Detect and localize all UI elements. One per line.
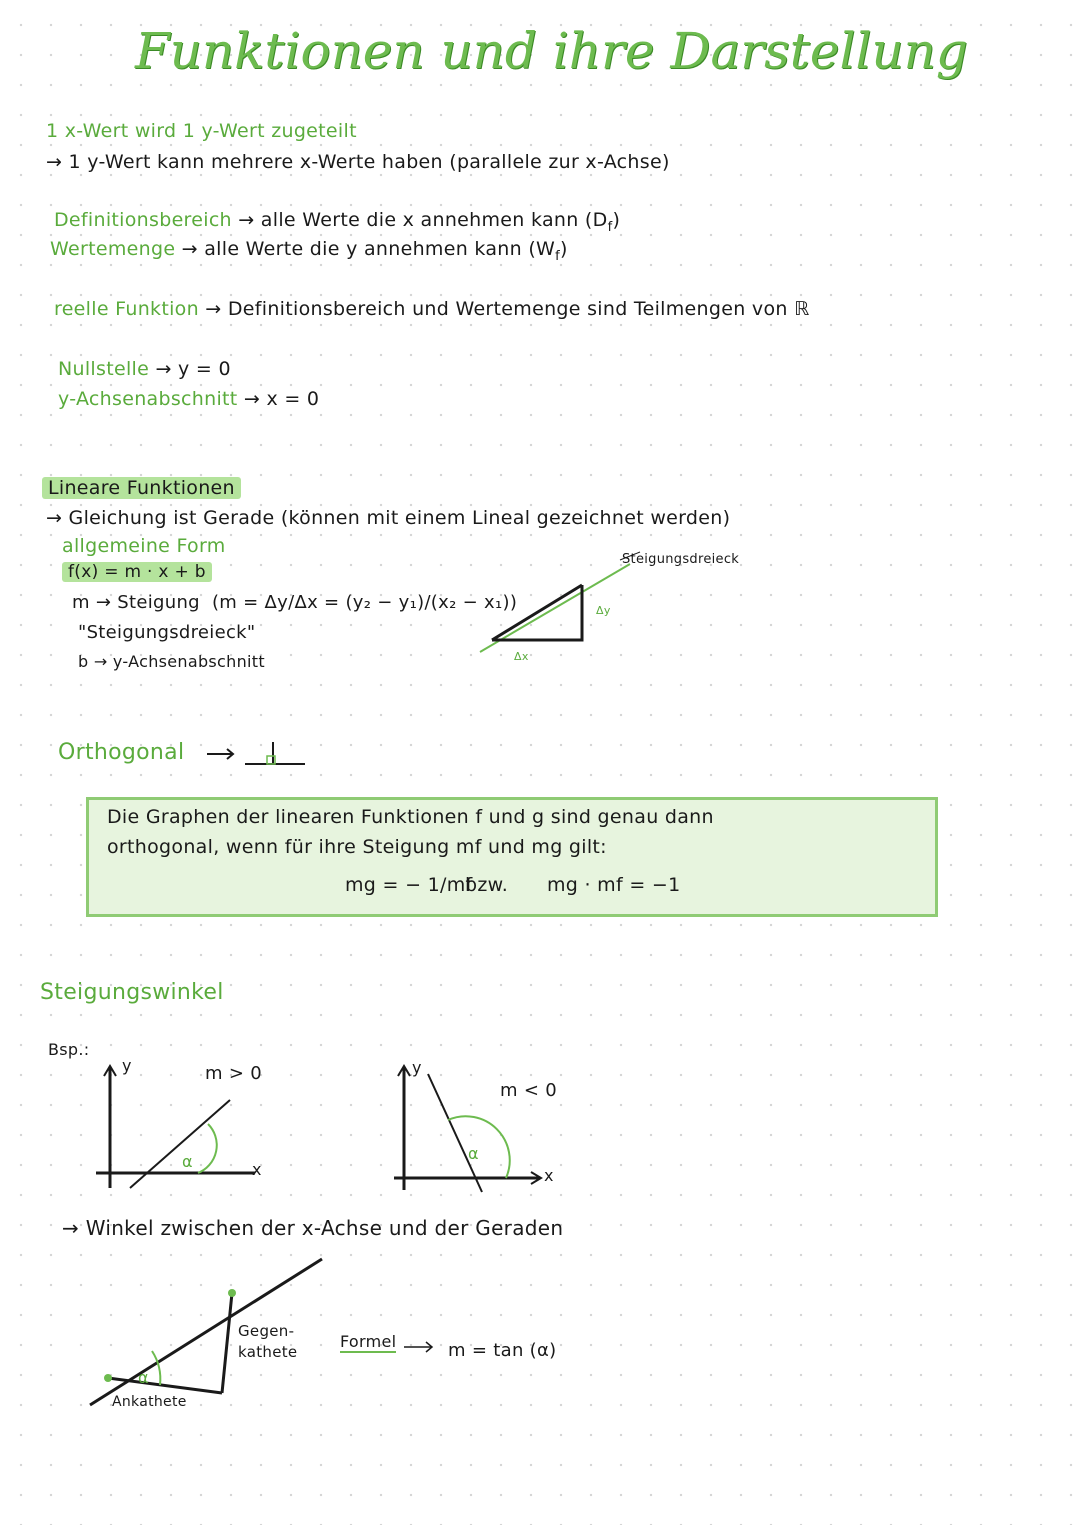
graph1-alpha: α xyxy=(182,1152,193,1171)
beispiel-label: Bsp.: xyxy=(48,1040,90,1059)
line-negative xyxy=(428,1074,482,1192)
gegenkathete-label-1: Gegen- xyxy=(238,1322,295,1340)
intro-line-1 xyxy=(46,120,357,142)
intro-line-1-text: 1 x-Wert wird 1 y-Wert zugeteilt xyxy=(46,120,357,142)
y-achsenabschnitt-line xyxy=(58,388,319,410)
b-achsenabschnitt-text: b → y-Achsenabschnitt xyxy=(78,652,265,671)
page-title: Funktionen und ihre Darstellung xyxy=(135,22,968,80)
line-positive xyxy=(130,1100,230,1188)
nullstelle-term: Nullstelle xyxy=(58,358,150,380)
lineare-funktionen-heading xyxy=(42,477,241,499)
wertemenge-term: Wertemenge xyxy=(50,238,176,260)
reelle-funktion-text: → Definitionsbereich und Wertemenge sind Teilmengen von ℝ xyxy=(205,298,810,320)
angle-arc-positive xyxy=(198,1124,217,1173)
wertemenge-sub: f xyxy=(555,248,561,264)
dy-label: Δy xyxy=(596,604,611,617)
steigungswinkel-heading: Steigungswinkel xyxy=(40,980,224,1005)
y-achsenabschnitt-text: → x = 0 xyxy=(243,388,320,410)
orthogonal-box-line-2: orthogonal, wenn für ihre Steigung mf und mg gilt: xyxy=(107,836,607,858)
m-steigung-text: m → Steigung xyxy=(72,592,200,613)
definitionsbereich-line: Definitionsbereich → alle Werte die x annehmen kann $(D_f)$ xyxy=(54,209,621,235)
wertemenge-line: Wertemenge → alle Werte die y annehmen kann $(W_f)$ xyxy=(50,238,568,264)
m-positive-label: m > 0 xyxy=(205,1063,263,1084)
vertex-marker xyxy=(104,1374,112,1382)
reelle-funktion-line xyxy=(54,298,809,320)
lineare-line-1: → Gleichung ist Gerade (können mit einem Lineal gezeichnet werden) xyxy=(46,507,731,529)
reelle-funktion-term: reelle Funktion xyxy=(54,298,199,320)
nullstelle-line xyxy=(58,358,231,380)
right-angle-icon xyxy=(205,738,310,768)
definitionsbereich-term: Definitionsbereich xyxy=(54,209,232,231)
steigungsdreieck-text: "Steigungsdreieck" xyxy=(78,622,256,643)
m-negative-label: m < 0 xyxy=(500,1080,558,1101)
triangle-hypotenuse xyxy=(492,585,582,640)
orthogonal-definition-box xyxy=(86,797,938,917)
graph2-y-label: y xyxy=(412,1058,422,1077)
orthogonal-formula-1: mg = − 1/mf xyxy=(345,874,473,896)
orthogonal-box-line-1: Die Graphen der linearen Funktionen f und g sind genau dann xyxy=(107,806,714,828)
triangle-alpha: α xyxy=(138,1368,149,1387)
graph1-x-label: x xyxy=(252,1160,262,1179)
steigungswinkel-statement: → Winkel zwischen der x-Achse und der Geraden xyxy=(62,1216,564,1240)
dx-label: Δx xyxy=(514,650,529,663)
graph1-y-label: y xyxy=(122,1056,132,1075)
allgemeine-form-label: allgemeine Form xyxy=(62,535,226,557)
formel-equation: m = tan (α) xyxy=(448,1340,557,1361)
gegenkathete-line xyxy=(222,1293,232,1393)
allgemeine-form-formula-text: f(x) = m · x + b xyxy=(62,562,212,582)
definitionsbereich-sub: f xyxy=(607,219,613,235)
m-steigung-formula: (m = Δy/Δx = (y₂ − y₁)/(x₂ − x₁)) xyxy=(211,592,518,613)
ankathete-label: Ankathete xyxy=(112,1394,187,1410)
steigungsdreieck-label: Steigungsdreieck xyxy=(622,552,740,567)
intro-line-2: → 1 y-Wert kann mehrere x-Werte haben (parallele zur x-Achse) xyxy=(46,151,670,173)
orthogonal-term: Orthogonal xyxy=(58,740,185,765)
nullstelle-text: → y = 0 xyxy=(155,358,231,380)
definitionsbereich-text: → alle Werte die x annehmen kann (D xyxy=(238,209,608,231)
wertemenge-text: → alle Werte die y annehmen kann (W xyxy=(181,238,556,260)
gegenkathete-label-2: kathete xyxy=(238,1343,298,1361)
allgemeine-form-formula xyxy=(62,562,212,582)
vertex-marker xyxy=(228,1289,236,1297)
y-achsenabschnitt-term: y-Achsenabschnitt xyxy=(58,388,238,410)
orthogonal-bzw: bzw. xyxy=(465,874,509,896)
graph2-alpha: α xyxy=(468,1144,479,1163)
formel-label xyxy=(340,1332,396,1351)
ankathete-line xyxy=(108,1378,222,1393)
m-steigung-line xyxy=(72,592,517,613)
orthogonal-formula-2: mg · mf = −1 xyxy=(547,874,681,896)
angle-arc xyxy=(152,1351,160,1385)
arrow-icon xyxy=(404,1340,436,1354)
graph2-x-label: x xyxy=(544,1166,554,1185)
lineare-funktionen-heading-text: Lineare Funktionen xyxy=(42,477,241,499)
formel-label-text: Formel xyxy=(340,1332,397,1351)
angle-arc-negative xyxy=(448,1116,510,1178)
